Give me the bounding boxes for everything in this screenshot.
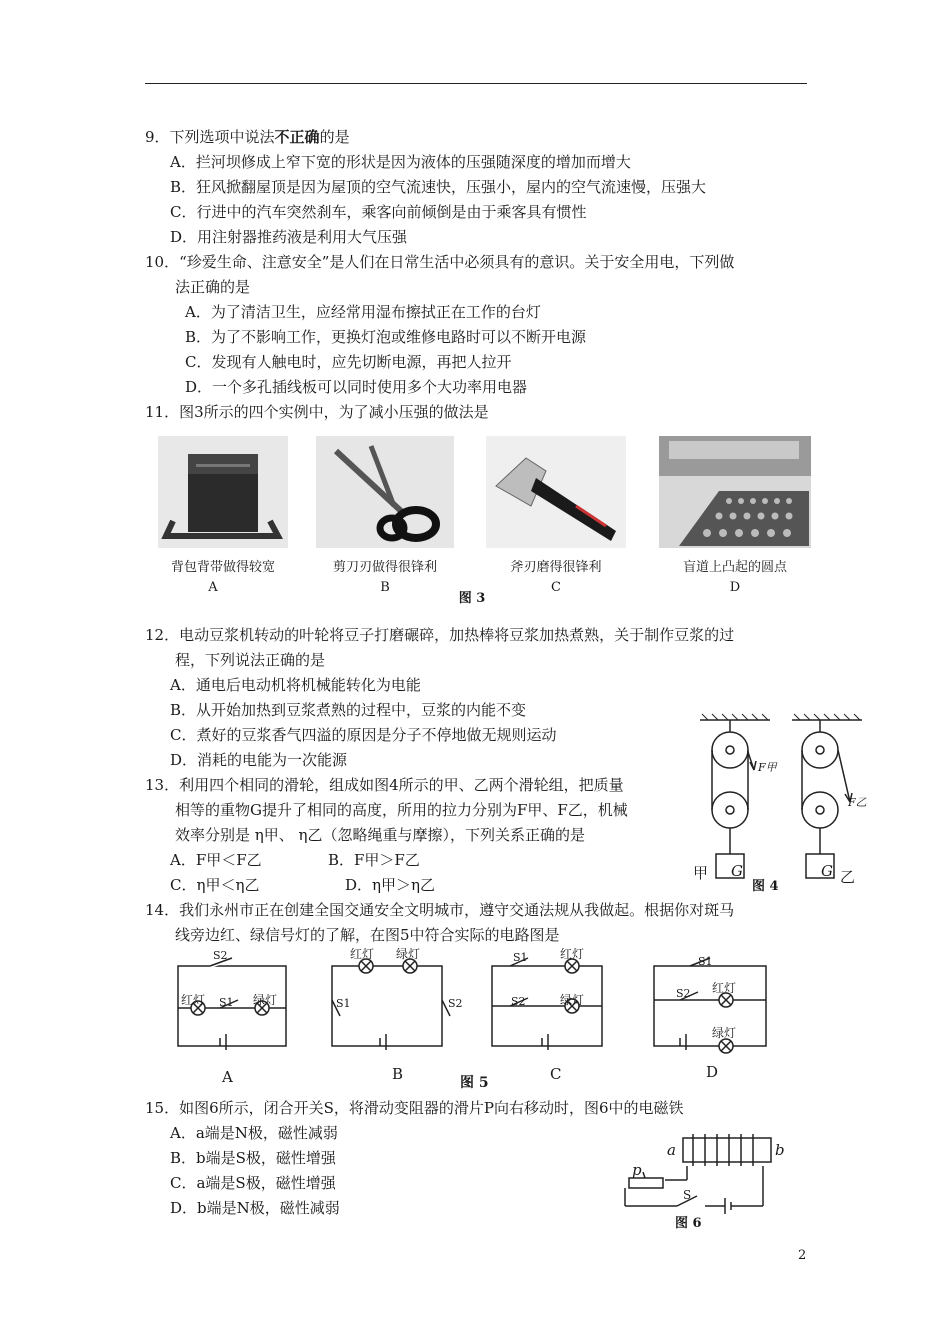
fig4-weight-jia: G: [731, 862, 743, 880]
fig6-label-a: a: [667, 1141, 676, 1159]
fig3-letter-d: D: [729, 580, 741, 595]
fig5-c-red: 红灯: [560, 947, 585, 961]
fig5-d-s2: S2: [676, 987, 691, 1000]
fig5-b-green: 绿灯: [396, 947, 421, 961]
fig3-caption-a: 背包背带做得较宽: [170, 560, 275, 575]
q12-stem-line2: 程，下列说法正确的是: [175, 651, 326, 669]
q13-option-c: C．η甲＜η乙: [170, 876, 260, 894]
fig5-d-red: 红灯: [712, 981, 737, 995]
fig6-label-p: p: [632, 1161, 642, 1179]
fig3-title: 图 3: [458, 591, 486, 606]
fig5-b-red: 红灯: [350, 947, 375, 961]
fig6-label-s: S: [683, 1188, 692, 1202]
q9-stem: 9．下列选项中说法不正确的是: [145, 128, 350, 146]
fig3-letter-c: C: [551, 580, 561, 595]
fig5-c-s1: S1: [513, 951, 528, 964]
fig5-b-s2: S2: [448, 997, 463, 1010]
q15-stem: 15．如图6所示，闭合开关S，将滑动变阻器的滑片P向右移动时，图6中的电磁铁: [145, 1099, 684, 1117]
q15-option-a: A．a端是N极，磁性减弱: [170, 1124, 338, 1142]
tactile-paving-photo: [659, 436, 811, 548]
fig3-caption-d: 盲道上凸起的圆点: [682, 560, 787, 575]
fig3-letter-a: A: [208, 580, 218, 595]
q10-stem-line2: 法正确的是: [175, 278, 251, 296]
fig5-a-s2: S2: [213, 949, 228, 962]
header-rule: [145, 83, 807, 84]
q10-option-c: C．发现有人触电时，应先切断电源，再把人拉开: [185, 353, 512, 371]
q9-option-b: B．狂风掀翻屋顶是因为屋顶的空气流速快，压强小，屋内的空气流速慢，压强大: [170, 178, 707, 196]
fig5-letter-c: C: [550, 1065, 562, 1083]
fig5-title: 图 5: [460, 1075, 489, 1091]
q13-stem-line1: 13．利用四个相同的滑轮，组成如图4所示的甲、乙两个滑轮组，把质量: [145, 776, 624, 794]
q14-stem-line1: 14．我们永州市正在创建全国交通安全文明城市，遵守交通法规从我做起。根据你对斑马: [145, 901, 735, 919]
fig3-letter-b: B: [380, 580, 390, 595]
q11-stem: 11．图3所示的四个实例中，为了减小压强的做法是: [145, 403, 489, 421]
q13-option-d: D．η甲＞η乙: [345, 876, 436, 894]
fig3-caption-b: 剪刀刃做得很锋利: [332, 560, 437, 575]
scissors-photo: [316, 436, 454, 548]
q10-option-a: A．为了清洁卫生，应经常用湿布擦拭正在工作的台灯: [185, 303, 541, 321]
fig6-label-b: b: [775, 1141, 785, 1159]
q9-option-a: A．拦河坝修成上窄下宽的形状是因为液体的压强随深度的增加而增大: [170, 153, 631, 171]
axe-photo: [486, 436, 626, 548]
fig5-d-green: 绿灯: [712, 1026, 737, 1040]
fig5-letter-d: D: [706, 1063, 719, 1081]
fig5-a-red: 红灯: [181, 993, 206, 1007]
q12-option-c: C．煮好的豆浆香气四溢的原因是分子不停地做无规则运动: [170, 726, 557, 744]
fig5-c-s2: S2: [511, 995, 526, 1008]
fig6-title: 图 6: [675, 1216, 702, 1231]
q12-option-a: A．通电后电动机将机械能转化为电能: [170, 676, 421, 694]
fig4-weight-yi: G: [821, 862, 833, 880]
bag-photo: [158, 436, 288, 548]
q14-stem-line2: 线旁边红、绿信号灯的了解，在图5中符合实际的电路图是: [175, 926, 560, 944]
q15-option-b: B．b端是S极，磁性增强: [170, 1149, 336, 1167]
fig4-title: 图 4: [752, 879, 779, 894]
q10-option-b: B．为了不影响工作，更换灯泡或维修电路时可以不断开电源: [185, 328, 587, 346]
q13-option-a: A．F甲＜F乙: [170, 851, 262, 869]
q9-option-c: C．行进中的汽车突然刹车，乘客向前倾倒是由于乘客具有惯性: [170, 203, 587, 221]
fig5-d-s1: S1: [698, 955, 713, 968]
q12-option-d: D．消耗的电能为一次能源: [170, 751, 348, 769]
q13-stem-line3: 效率分别是 η甲、 η乙（忽略绳重与摩擦），下列关系正确的是: [175, 826, 586, 844]
fig4-force-jia: F甲: [758, 761, 777, 774]
q13-stem-line2: 相等的重物G提升了相同的高度，所用的拉力分别为F甲、F乙，机械: [175, 801, 628, 819]
fig4-label-jia: 甲: [693, 864, 709, 882]
q13-option-b: B．F甲＞F乙: [328, 851, 420, 869]
q15-option-c: C．a端是S极，磁性增强: [170, 1174, 336, 1192]
fig5-a-green: 绿灯: [253, 993, 278, 1007]
q12-stem-line1: 12．电动豆浆机转动的叶轮将豆子打磨碾碎，加热棒将豆浆加热煮熟，关于制作豆浆的过: [145, 626, 735, 644]
fig3-caption-c: 斧刃磨得很锋利: [510, 560, 602, 575]
fig5-c-green: 绿灯: [560, 993, 585, 1007]
fig5-b-s1: S1: [336, 997, 351, 1010]
fig4-force-yi: F乙: [848, 796, 867, 809]
q15-option-d: D．b端是N极，磁性减弱: [170, 1199, 340, 1217]
q10-option-d: D．一个多孔插线板可以同时使用多个大功率用电器: [185, 378, 528, 396]
page-number: 2: [798, 1248, 807, 1263]
fig5-a-s1: S1: [219, 996, 234, 1009]
fig4-label-yi: 乙: [840, 868, 856, 886]
fig5-letter-a: A: [222, 1068, 233, 1086]
fig5-letter-b: B: [392, 1065, 404, 1083]
q12-option-b: B．从开始加热到豆浆煮熟的过程中，豆浆的内能不变: [170, 701, 527, 719]
q10-stem-line1: 10．“珍爱生命、注意安全”是人们在日常生活中必须具有的意识。关于安全用电，下列做: [145, 253, 735, 271]
q9-option-d: D．用注射器推药液是利用大气压强: [170, 228, 408, 246]
